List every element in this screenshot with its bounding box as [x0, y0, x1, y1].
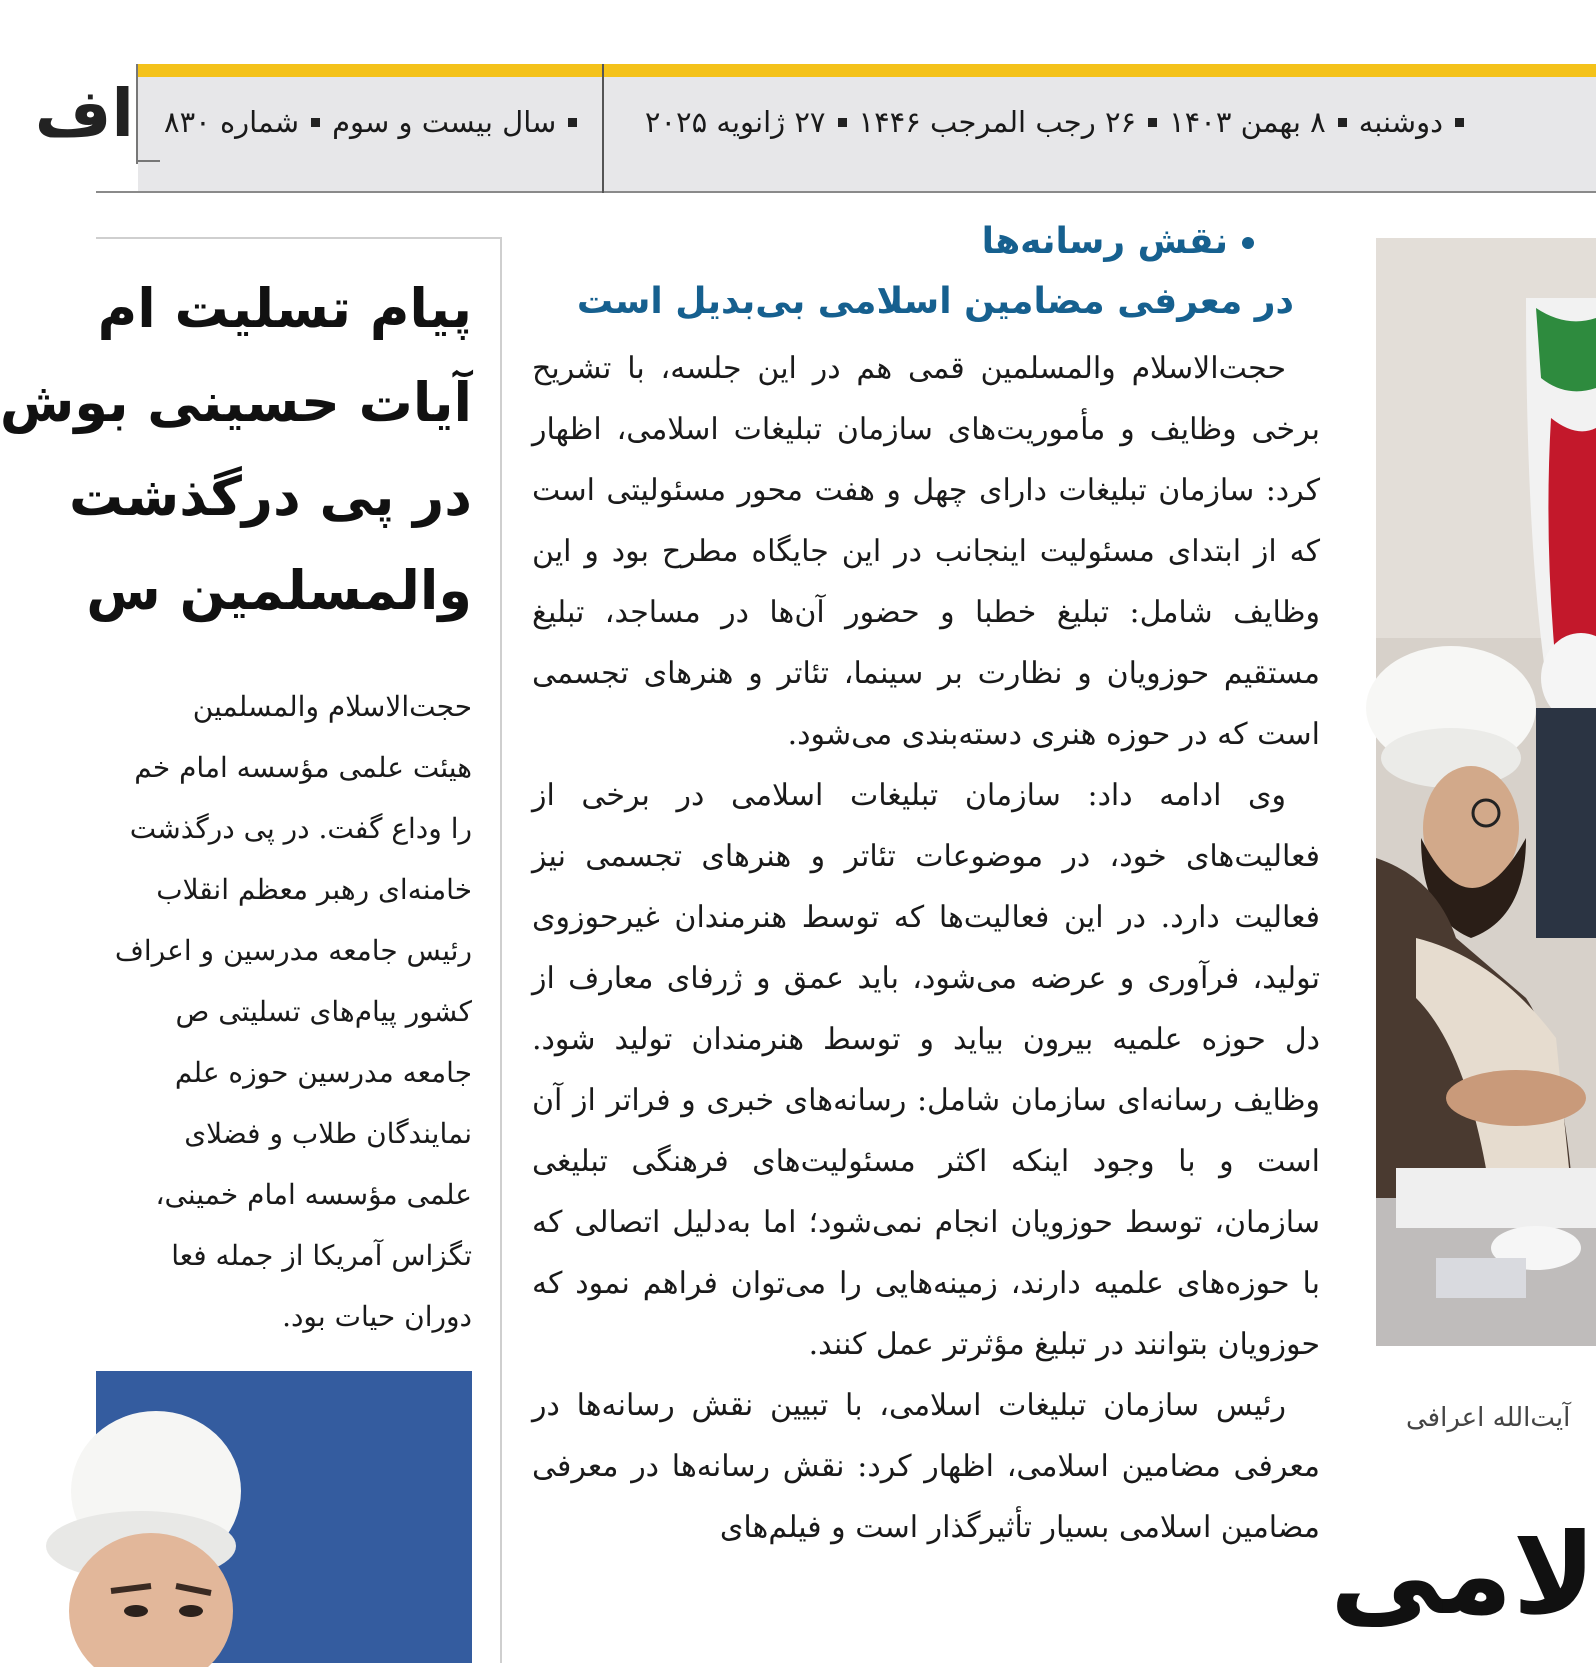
portrait-photo — [96, 1371, 472, 1663]
condolence-headline-line: والمسلمین س — [86, 559, 472, 622]
article-kicker-text: نقش رسانه‌ها — [981, 221, 1228, 262]
portrait-photo-illustration — [96, 1371, 472, 1663]
condolence-body — [96, 676, 472, 1347]
condolence-body-line: دوران حیات بود. — [282, 1300, 472, 1333]
article-headline: در معرفی مضامین اسلامی بی‌بدیل است — [576, 281, 1294, 322]
volume-year: سال بیست و سوم — [332, 105, 557, 139]
left-column-frame-side — [500, 237, 502, 1663]
bullet-square-icon — [1338, 118, 1347, 127]
article-paragraph: حجت‌الاسلام والمسلمین قمی هم در این جلسه، با تشریح برخی وظایف و مأموریت‌های سازمان تبلیغات اسلامی، اظهار کرد: سازمان تبلیغات دارای چهل و هفت محور مسئولیتی است که از ابتدای مسئولیت اینجانب در این جایگاه مطرح بود و این وظایف شامل: تبلیغ خطبا و حضور آن‌ها در مساجد، تبلیغ مستقیم حوزویان و نظارت بر سینما، تئاتر و هنرهای تجسمی است که در حوزه هنری دسته‌بندی می‌شود. — [532, 351, 1321, 752]
gregorian-date: ۲۷ ژانویه ۲۰۲۵ — [644, 105, 826, 139]
lunar-date: ۲۶ رجب المرجب ۱۴۴۶ — [858, 105, 1137, 139]
photo-caption: آیت‌الله اعرافی — [1406, 1403, 1571, 1433]
bullet-square-icon — [1455, 118, 1464, 127]
condolence-body-line: تگزاس آمریکا از جمله فعا — [171, 1239, 472, 1272]
condolence-body-line: خامنه‌ای رهبر معظم انقلاب — [156, 873, 472, 906]
article-kicker — [694, 214, 1254, 270]
next-article-heading-fragment: لامی — [1329, 1510, 1596, 1640]
condolence-headline-line: آیات حسینی بوش — [0, 371, 472, 434]
condolence-body-line: هیئت علمی مؤسسه امام خم — [134, 751, 472, 784]
header-yellow-rule — [138, 64, 1596, 77]
masthead-logo-fragment: اف — [34, 75, 134, 152]
condolence-headline-line: پیام تسلیت ام — [97, 277, 472, 340]
solar-date: ۸ بهمن ۱۴۰۳ — [1169, 105, 1326, 139]
condolence-body-line: حجت‌الاسلام والمسلمین — [192, 690, 472, 723]
condolence-body-line: علمی مؤسسه امام خمینی، — [155, 1178, 472, 1211]
bullet-square-icon — [311, 118, 320, 127]
weekday: دوشنبه — [1358, 105, 1443, 139]
article-paragraph: رئیس سازمان تبلیغات اسلامی، با تبیین نقش رسانه‌ها در معرفی مضامین اسلامی، اظهار کرد: نقش رسانه‌ها در معرفی مضامین اسلامی بسیار تأثیرگذار است و فیلم‌های — [532, 1388, 1320, 1545]
header-bottom-rule — [96, 191, 1596, 193]
condolence-headline — [0, 262, 472, 638]
condolence-body-line: را وداع گفت. در پی درگذشت — [129, 812, 472, 845]
left-column-frame-top — [96, 237, 502, 239]
condolence-body-line: رئیس جامعه مدرسین و اعراف — [114, 934, 472, 967]
bullet-dot-icon — [1242, 237, 1254, 249]
meeting-photo — [1376, 238, 1596, 1346]
bullet-square-icon — [838, 118, 847, 127]
condolence-body-line: جامعه مدرسین حوزه علم — [174, 1056, 472, 1089]
article-paragraph: وی ادامه داد: سازمان تبلیغات اسلامی در برخی از فعالیت‌های خود، در موضوعات تئاتر و هنرهای تجسمی نیز فعالیت دارد. در این فعالیت‌ها که توسط هنرمندان غیرحوزوی تولید، فرآوری و عرضه می‌شود، باید عمق و ژرفای معارف از دل حوزه علمیه بیرون بیاید و توسط هنرمندان تولید شود. وظایف رسانه‌ای سازمان شامل: رسانه‌های خبری و فراتر از آن است و با وجود اینکه اکثر مسئولیت‌های فرهنگی تبلیغی سازمان، توسط حوزویان انجام نمی‌شود؛ اما به‌دلیل اتصالی که با حوزه‌های علمیه دارند، زمینه‌هایی را می‌توان فراهم نمود که حوزویان بتوانند در تبلیغ مؤثرتر عمل کنند. — [532, 778, 1320, 1362]
condolence-headline-line: در پی درگذشت — [69, 465, 472, 528]
article-body — [532, 338, 1320, 1558]
bullet-square-icon — [568, 118, 577, 127]
condolence-body-line: کشور پیام‌های تسلیتی ص — [175, 995, 472, 1028]
condolence-body-line: نمایندگان طلاب و فضلای — [184, 1117, 472, 1150]
meeting-photo-illustration — [1376, 238, 1596, 1346]
bullet-square-icon — [1148, 118, 1157, 127]
header-left-tick — [136, 160, 160, 162]
date-line — [645, 97, 1476, 147]
header-left-rule — [136, 64, 138, 164]
header-divider — [602, 64, 604, 193]
issue-line — [164, 97, 589, 147]
issue-number: شماره ۸۳۰ — [164, 105, 300, 139]
